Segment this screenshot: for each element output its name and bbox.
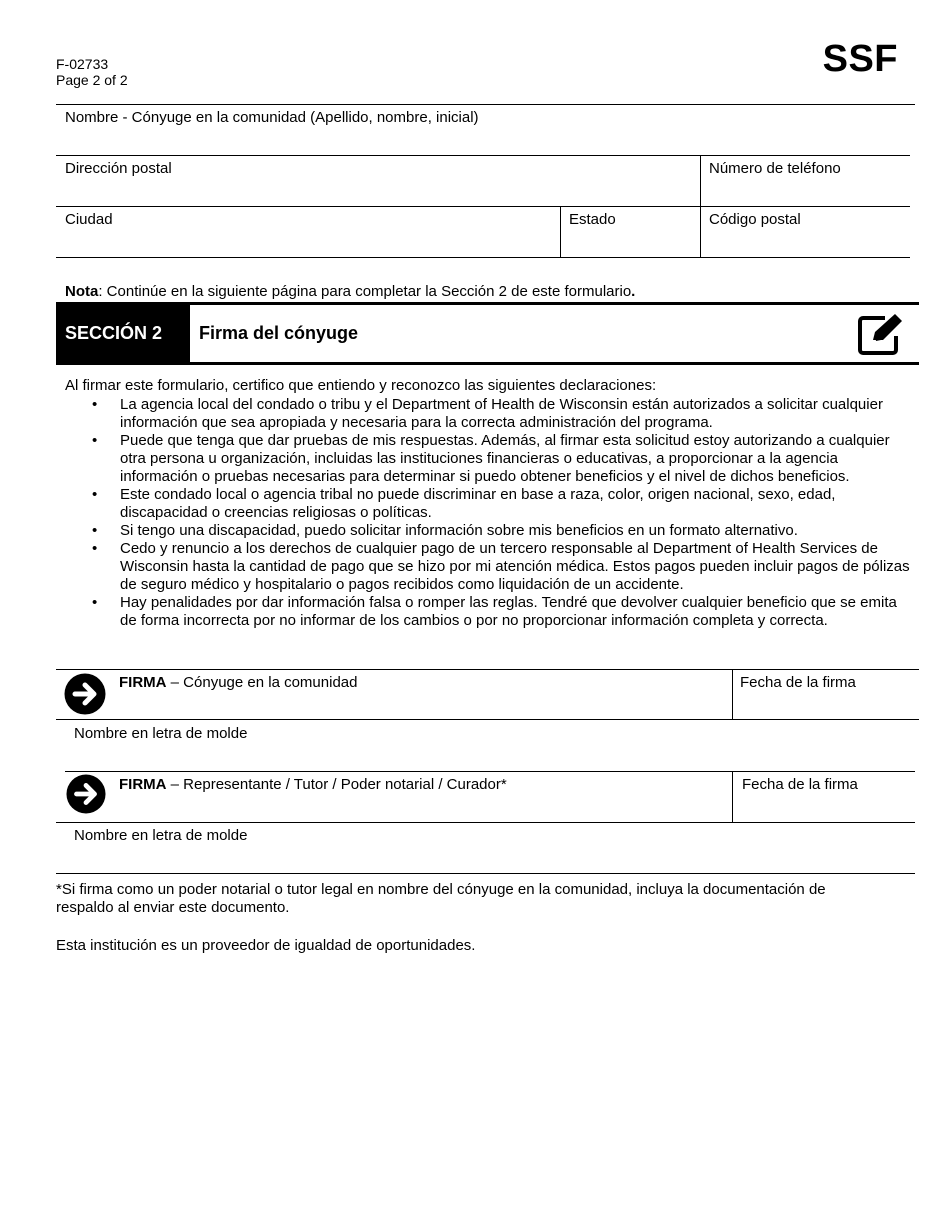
form-number: F-02733 <box>56 56 109 72</box>
spouse-name-field[interactable]: Nombre - Cónyuge en la comunidad (Apellido, nombre, inicial) <box>65 109 479 126</box>
divider <box>56 104 915 105</box>
divider <box>732 669 733 719</box>
divider <box>56 822 915 823</box>
list-item: • La agencia local del condado o tribu y el Department of Health de Wisconsin están autorizados a solicitar cualquier información que sea apropiada y necesaria para la correcta administración del programa. <box>120 396 910 432</box>
footnote: *Si firma como un poder notarial o tutor legal en nombre del cónyuge en la comunidad, incluya la documentación de respaldo al enviar este documento. <box>56 881 826 916</box>
mailing-address-field[interactable]: Dirección postal <box>65 160 172 177</box>
list-item: • Hay penalidades por dar información falsa o romper las reglas. Tendré que devolver cualquier beneficio que se emita de forma incorrecta por no informar de los cambios o por no proporcionar información completa y correcta. <box>120 594 910 630</box>
divider <box>56 873 915 874</box>
divider <box>56 155 910 156</box>
section-note: Nota: Continúe en la siguiente página para completar la Sección 2 de este formulario. <box>65 283 636 300</box>
arrow-right-circle-icon <box>64 673 106 715</box>
divider <box>56 669 919 670</box>
state-field[interactable]: Estado <box>569 211 616 228</box>
spouse-print-name-field[interactable]: Nombre en letra de molde <box>74 725 248 742</box>
divider <box>56 206 910 207</box>
declarations-intro: Al firmar este formulario, certifico que entiendo y reconozco las siguientes declaraciones: <box>65 377 657 394</box>
divider <box>56 719 919 720</box>
divider <box>56 257 910 258</box>
divider <box>560 206 561 258</box>
spouse-signature-field[interactable]: FIRMA – Cónyuge en la comunidad <box>119 674 358 691</box>
representative-signature-date-field[interactable]: Fecha de la firma <box>742 776 858 793</box>
form-header <box>56 56 128 88</box>
divider <box>65 771 915 772</box>
edit-icon <box>857 312 905 356</box>
list-item: • Puede que tenga que dar pruebas de mis respuestas. Además, al firmar esta solicitud estoy autorizando a cualquier otra persona u organización, incluidas las instituciones financieras o educativas, a proporcionar a la agencia información o pruebas necesarias para determinar si puedo obtener beneficios y el nivel de dichos beneficios. <box>120 432 910 486</box>
section-border <box>56 362 919 365</box>
representative-print-name-field[interactable]: Nombre en letra de molde <box>74 827 248 844</box>
form-code: SSF <box>822 38 898 80</box>
zip-field[interactable]: Código postal <box>709 211 801 228</box>
equal-opportunity-statement: Esta institución es un proveedor de igualdad de oportunidades. <box>56 937 476 954</box>
declarations-list <box>65 396 910 630</box>
section-title: Firma del cónyuge <box>199 323 359 343</box>
section-number: SECCIÓN 2 <box>56 303 190 363</box>
representative-signature-field[interactable]: FIRMA – Representante / Tutor / Poder notarial / Curador* <box>119 776 507 793</box>
city-field[interactable]: Ciudad <box>65 211 113 228</box>
list-item: • Este condado local o agencia tribal no puede discriminar en base a raza, color, origen nacional, sexo, edad, discapacidad o creencias religiosas o políticas. <box>120 486 910 522</box>
arrow-right-circle-icon <box>66 774 106 814</box>
phone-field[interactable]: Número de teléfono <box>709 160 841 177</box>
page-label: Page 2 of 2 <box>56 72 128 88</box>
divider <box>732 771 733 822</box>
list-item: • Cedo y renuncio a los derechos de cualquier pago de un tercero responsable al Department of Health Services de Wisconsin hasta la cantidad de pago que se hizo por mi atención médica. Estos pagos pueden incluir pagos de pólizas de seguro médico y hospitalario o pagos recibidos como liquidación de un accidente. <box>120 540 910 594</box>
list-item: • Si tengo una discapacidad, puedo solicitar información sobre mis beneficios en un formato alternativo. <box>120 522 910 540</box>
spouse-signature-date-field[interactable]: Fecha de la firma <box>740 674 856 691</box>
